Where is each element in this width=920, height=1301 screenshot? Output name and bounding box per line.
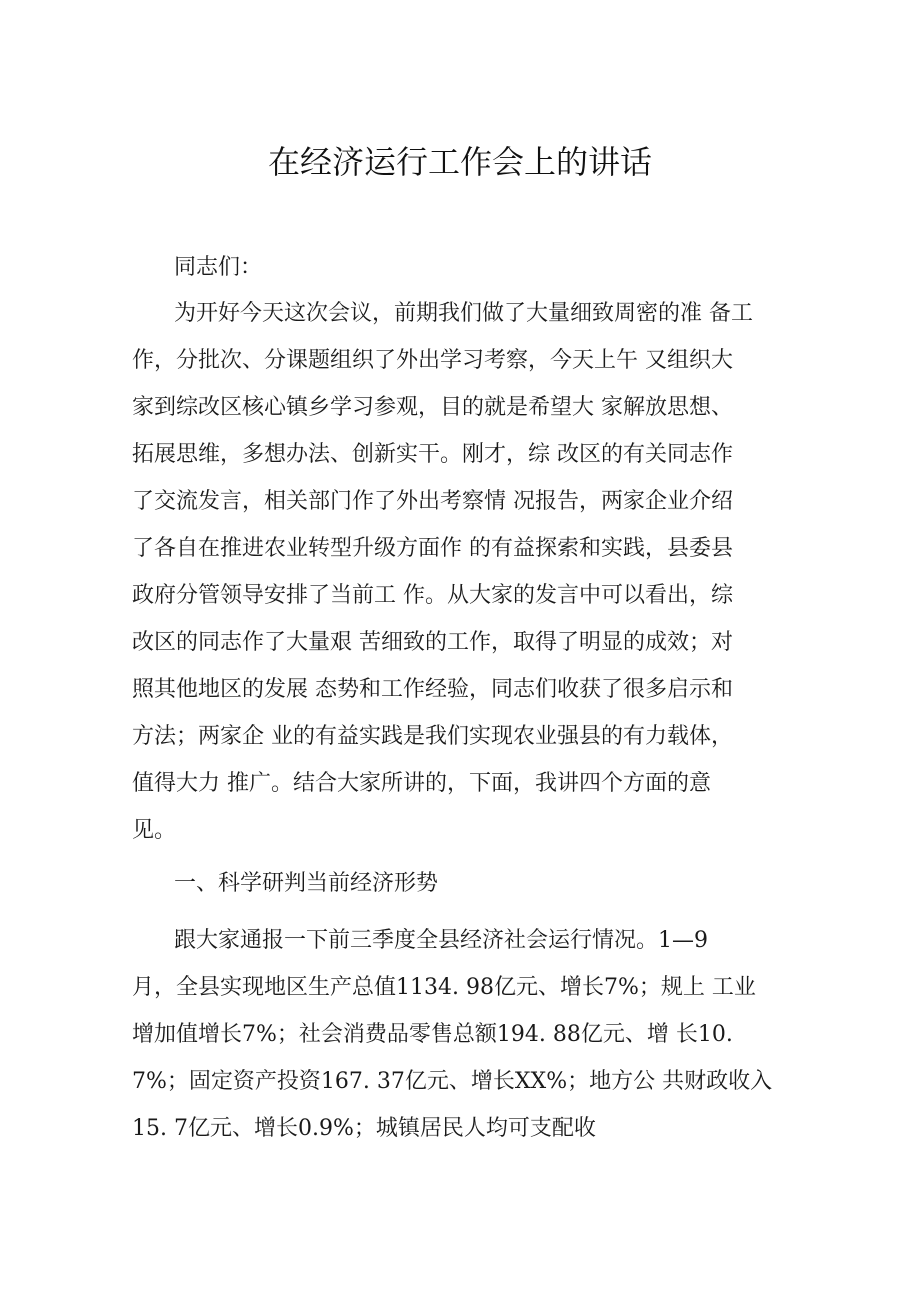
paragraph-line: 值得大力 推广。结合大家所讲的，下面，我讲四个方面的意 (132, 771, 711, 796)
document-title: 在经济运行工作会上的讲话 (267, 143, 652, 181)
greeting: 同志们： (174, 255, 263, 280)
section-heading: 一、科学研判当前经济形势 (174, 871, 439, 896)
paragraph-line: 了交流发言，相关部门作了外出考察情 况报告，两家企业介绍 (132, 489, 733, 514)
paragraph-line: 照其他地区的发展 态势和工作经验，同志们收获了很多启示和 (132, 677, 733, 702)
paragraph-line: 方法；两家企 业的有益实践是我们实现农业强县的有力载体， (132, 724, 733, 749)
paragraph-line: 了各自在推进农业转型升级方面作 的有益探索和实践，县委县 (132, 536, 733, 561)
paragraph-line: 15. 7亿元、增长0.9%；城镇居民人均可支配收 (132, 1116, 596, 1141)
paragraph-line: 增加值增长7%；社会消费品零售总额194. 88亿元、增 长10. (132, 1022, 733, 1047)
paragraph-economic-report (132, 917, 772, 1152)
paragraph-line: 跟大家通报一下前三季度全县经济社会运行情况。1—9 (174, 928, 708, 953)
paragraph-line: 7%；固定资产投资167. 37亿元、增长XX%；地方公 共财政收入 (132, 1069, 773, 1094)
paragraph-line: 作，分批次、分课题组织了外出学习考察，今天上午 又组织大 (132, 348, 733, 373)
paragraph-line: 拓展思维，多想办法、创新实干。刚才，综 改区的有关同志作 (132, 442, 733, 467)
paragraph-opening (132, 290, 753, 854)
paragraph-line: 月，全县实现地区生产总值1134. 98亿元、增长7%；规上 工业 (132, 975, 756, 1000)
paragraph-line: 政府分管领导安排了当前工 作。从大家的发言中可以看出，综 (132, 583, 733, 608)
paragraph-line: 改区的同志作了大量艰 苦细致的工作，取得了明显的成效；对 (132, 630, 733, 655)
paragraph-line: 见。 (132, 818, 177, 843)
paragraph-line: 为开好今天这次会议，前期我们做了大量细致周密的准 备工 (174, 301, 753, 326)
paragraph-line: 家到综改区核心镇乡学习参观，目的就是希望大 家解放思想、 (132, 395, 733, 420)
